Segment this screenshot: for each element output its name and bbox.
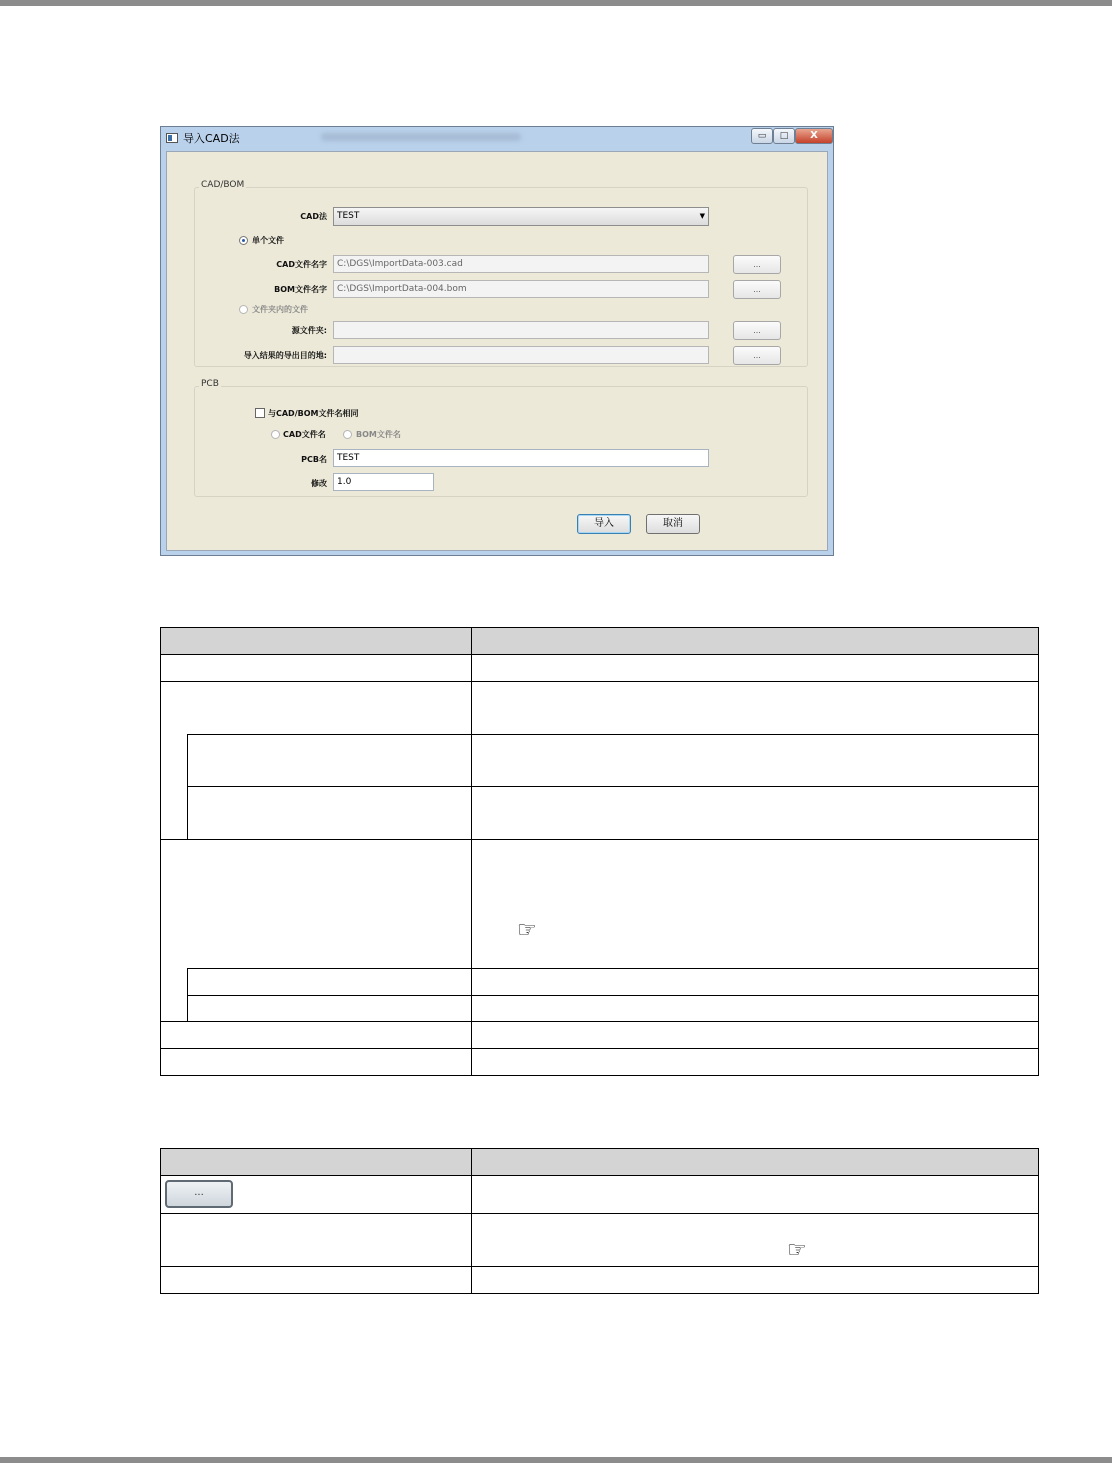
cad-filename-label: CAD文件名字 bbox=[276, 260, 327, 269]
table-row-folder-files-description bbox=[471, 839, 1039, 969]
dialog-title: 导入CAD法 bbox=[183, 132, 240, 145]
table-row-cad-method-description bbox=[471, 654, 1039, 682]
revision-input[interactable]: 1.0 bbox=[333, 473, 434, 491]
table-row-cancel-item bbox=[160, 1266, 472, 1294]
table-row-cad-filename-description bbox=[471, 734, 1039, 787]
revision-label: 修改 bbox=[311, 479, 327, 488]
bom-browse-button[interactable]: ... bbox=[733, 280, 781, 299]
output-destination-field[interactable] bbox=[333, 346, 709, 364]
pcb-name-label: PCB名 bbox=[301, 455, 327, 464]
pointing-hand-reference-icon: ☞ bbox=[517, 918, 537, 943]
blurred-title-text bbox=[321, 133, 521, 141]
cad-filename-radio[interactable] bbox=[271, 430, 280, 439]
source-folder-field[interactable] bbox=[333, 321, 709, 339]
settings-table bbox=[160, 627, 1039, 1076]
minimize-button[interactable]: ▭ bbox=[751, 128, 773, 144]
table-row-source-folder-item bbox=[187, 968, 472, 996]
import-button[interactable]: 导入 bbox=[577, 514, 631, 534]
cancel-button[interactable]: 取消 bbox=[646, 514, 700, 534]
table-row-browse-item bbox=[160, 1175, 472, 1214]
cad-filename-field[interactable]: C:\DGS\ImportData-003.cad bbox=[333, 255, 709, 273]
page-top-bar bbox=[0, 0, 1112, 6]
cad-filename-option-label: CAD文件名 bbox=[283, 430, 326, 439]
table-row-single-file-description bbox=[471, 681, 1039, 735]
bom-filename-label: BOM文件名字 bbox=[274, 285, 327, 294]
table-row-revision-description bbox=[471, 1048, 1039, 1076]
table-row-pcb-name-item bbox=[160, 1021, 472, 1049]
maximize-button[interactable]: □ bbox=[773, 128, 795, 144]
table-row-bom-filename-item bbox=[187, 786, 472, 840]
cad-method-label: CAD法 bbox=[300, 212, 327, 221]
pointing-hand-reference-icon: ☞ bbox=[787, 1238, 807, 1263]
table-row-source-folder-description bbox=[471, 968, 1039, 996]
single-file-radio[interactable] bbox=[239, 236, 248, 245]
cad-method-select[interactable] bbox=[333, 207, 709, 226]
table-row-pcb-name-description bbox=[471, 1021, 1039, 1049]
page-bottom-bar bbox=[0, 1457, 1112, 1463]
dialog-titlebar[interactable] bbox=[161, 127, 833, 149]
pcb-name-input[interactable]: TEST bbox=[333, 449, 709, 467]
table-row-revision-item bbox=[160, 1048, 472, 1076]
source-folder-browse-button[interactable]: ... bbox=[733, 321, 781, 340]
app-window-icon bbox=[166, 133, 178, 143]
same-as-cad-bom-label: 与CAD/BOM文件名相同 bbox=[268, 409, 359, 418]
buttons-table bbox=[160, 1148, 1039, 1294]
settings-table-header-item bbox=[160, 627, 472, 655]
cad-browse-button[interactable]: ... bbox=[733, 255, 781, 274]
bom-filename-radio[interactable] bbox=[343, 430, 352, 439]
single-file-label: 单个文件 bbox=[252, 236, 284, 245]
cad-bom-group-legend: CAD/BOM bbox=[201, 180, 245, 190]
bom-filename-field[interactable]: C:\DGS\ImportData-004.bom bbox=[333, 280, 709, 298]
buttons-table-header-description bbox=[471, 1148, 1039, 1176]
settings-table-header-description bbox=[471, 627, 1039, 655]
close-button[interactable]: X bbox=[795, 128, 833, 144]
chevron-down-icon: ▼ bbox=[699, 212, 705, 220]
output-destination-label: 导入结果的导出目的地: bbox=[243, 351, 327, 360]
table-row-cad-method-item bbox=[160, 654, 472, 682]
browse-button-image: ... bbox=[165, 1180, 233, 1208]
output-destination-browse-button[interactable]: ... bbox=[733, 346, 781, 365]
dialog-client-area bbox=[166, 151, 828, 551]
table-row-bom-filename-description bbox=[471, 786, 1039, 840]
buttons-table-header-button bbox=[160, 1148, 472, 1176]
cad-method-selected-value: TEST bbox=[337, 211, 360, 221]
same-as-cad-bom-checkbox[interactable] bbox=[255, 408, 265, 418]
table-row-import-description bbox=[471, 1213, 1039, 1267]
table-row-cancel-description bbox=[471, 1266, 1039, 1294]
source-folder-label: 源文件夹: bbox=[291, 326, 327, 335]
table-row-cad-filename-item bbox=[187, 734, 472, 787]
table-row-browse-description bbox=[471, 1175, 1039, 1214]
table-row-output-destination-description bbox=[471, 995, 1039, 1022]
import-cad-dialog bbox=[160, 126, 834, 556]
pcb-group-legend: PCB bbox=[201, 379, 219, 389]
bom-filename-option-label: BOM文件名 bbox=[356, 430, 401, 439]
table-row-import-item bbox=[160, 1213, 472, 1267]
folder-files-radio[interactable] bbox=[239, 305, 248, 314]
table-row-output-destination-item bbox=[187, 995, 472, 1022]
folder-files-label: 文件夹内的文件 bbox=[252, 305, 308, 314]
